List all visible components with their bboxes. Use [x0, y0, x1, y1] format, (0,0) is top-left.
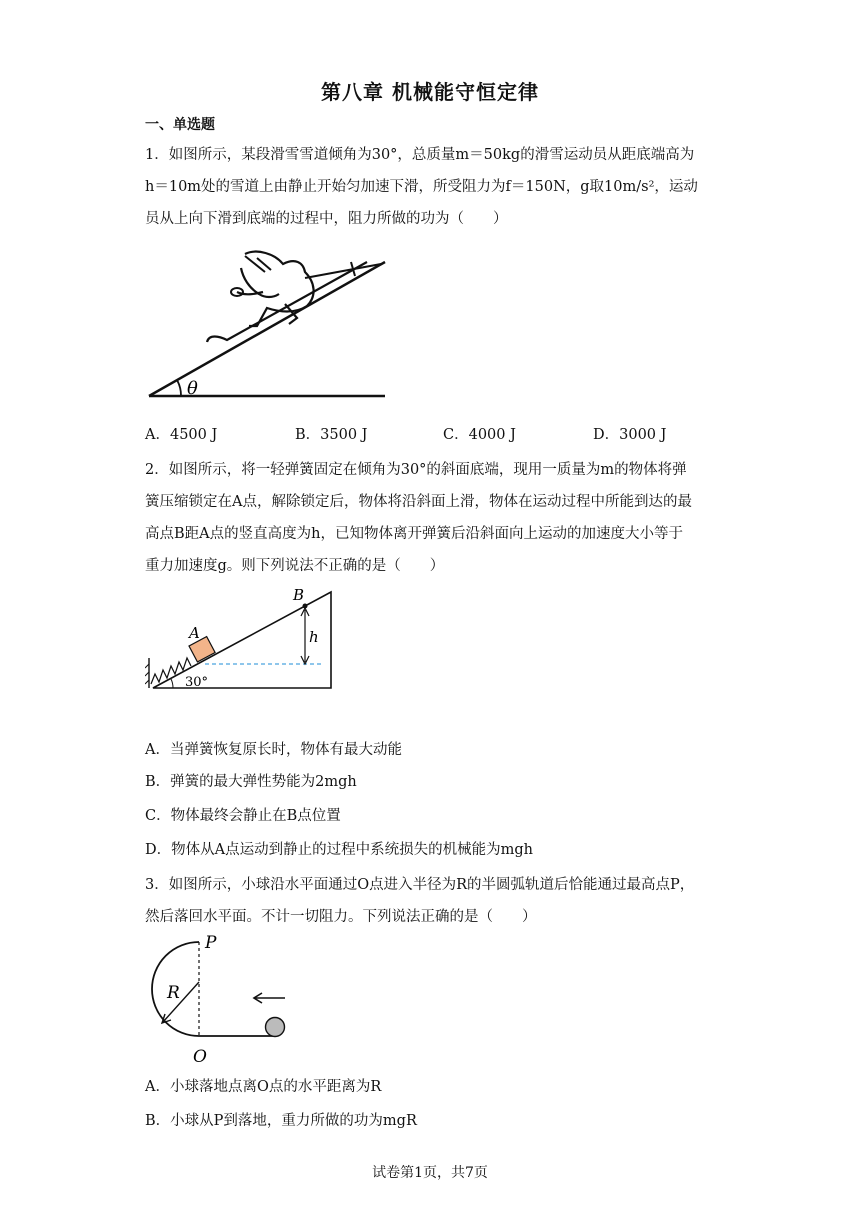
- q2-angle-label: 30°: [185, 675, 209, 690]
- q2-line-4: 重力加速度g。则下列说法不正确的是（ ）: [145, 558, 445, 574]
- q1-line-3: 员从上向下滑到底端的过程中，阻力所做的功为（ ）: [145, 211, 508, 227]
- q1-skier-figure: [145, 248, 395, 408]
- q3-option-a[interactable]: A．小球落地点离O点的水平距离为R: [145, 1079, 382, 1095]
- q1-option-a[interactable]: A．4500 J: [145, 427, 218, 443]
- q2-label-h: h: [309, 628, 319, 646]
- q3-label-r: R: [167, 983, 180, 1003]
- q1-line-1: 1．如图所示，某段滑雪雪道倾角为30°，总质量m＝50kg的滑雪运动员从距底端高为: [145, 147, 695, 163]
- q2-option-a[interactable]: A．当弹簧恢复原长时，物体有最大动能: [145, 742, 402, 758]
- q1-option-b[interactable]: B．3500 J: [295, 427, 368, 443]
- q1-angle-label: θ: [187, 378, 198, 399]
- q2-line-2: 簧压缩锁定在A点，解除锁定后，物体将沿斜面上滑，物体在运动过程中所能到达的最: [145, 494, 692, 510]
- q2-label-a: A: [189, 624, 200, 642]
- page-footer: 试卷第1页，共7页: [372, 1165, 488, 1181]
- q3-line-1: 3．如图所示，小球沿水平面通过O点进入半径为R的半圆弧轨道后恰能通过最高点P，: [145, 877, 695, 893]
- q3-label-p: P: [205, 933, 217, 953]
- q1-option-c[interactable]: C．4000 J: [443, 427, 516, 443]
- q3-option-b[interactable]: B．小球从P到落地，重力所做的功为mgR: [145, 1113, 417, 1129]
- q1-option-d[interactable]: D．3000 J: [593, 427, 667, 443]
- page-title: 第八章 机械能守恒定律: [321, 80, 539, 104]
- section-heading: 一、单选题: [145, 117, 215, 133]
- q2-line-3: 高点B距A点的竖直高度为h，已知物体离开弹簧后沿斜面向上运动的加速度大小等于: [145, 526, 683, 542]
- q3-track-figure: [145, 930, 305, 1070]
- q2-option-d[interactable]: D．物体从A点运动到静止的过程中系统损失的机械能为mgh: [145, 842, 533, 858]
- q2-option-b[interactable]: B．弹簧的最大弹性势能为2mgh: [145, 774, 357, 790]
- q2-incline-figure: [145, 584, 345, 694]
- q2-line-1: 2．如图所示，将一轻弹簧固定在倾角为30°的斜面底端，现用一质量为m的物体将弹: [145, 462, 687, 478]
- q3-label-o: O: [193, 1047, 207, 1067]
- q2-label-b: B: [293, 586, 305, 604]
- q1-line-2: h＝10m处的雪道上由静止开始匀加速下滑，所受阻力为f＝150N，g取10m/s²，运动: [145, 179, 698, 195]
- q3-line-2: 然后落回水平面。不计一切阻力。下列说法正确的是（ ）: [145, 909, 537, 925]
- q2-option-c[interactable]: C．物体最终会静止在B点位置: [145, 808, 341, 824]
